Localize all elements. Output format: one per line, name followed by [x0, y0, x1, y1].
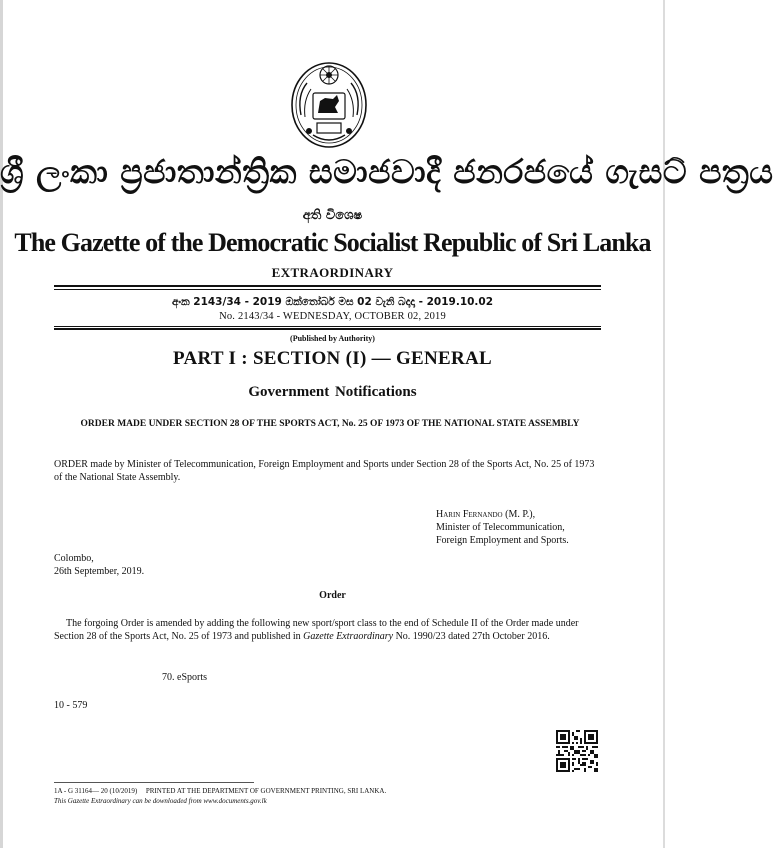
- place: Colombo,: [54, 553, 94, 564]
- header-rule-bottom-thin: [54, 326, 601, 327]
- new-sport-item: 70. eSports: [162, 672, 207, 683]
- signatory-name: Harin Fernando: [436, 509, 503, 520]
- header-rule-top-thin: [54, 289, 601, 290]
- signatory-name-line: [436, 508, 606, 521]
- issue-line-english: No. 2143/34 - WEDNESDAY, OCTOBER 02, 2019: [219, 311, 446, 322]
- page-edge-left: [0, 0, 3, 848]
- part-heading: PART I : SECTION (I) — GENERAL: [172, 348, 493, 369]
- section-heading: Government Notifications: [248, 384, 417, 400]
- gazette-title-sinhala: ශ්‍රී ලංකා ප්‍රජාතාන්ත්‍රික සමාජවාදී ජනරජයේ ගැසට් පත්‍රය: [0, 152, 773, 191]
- place-date-block: [54, 552, 602, 578]
- footer-printed: PRINTED AT THE DEPARTMENT OF GOVERNMENT PRINTING, SRI LANKA.: [145, 787, 387, 795]
- extraordinary-label: EXTRAORDINARY: [271, 265, 394, 280]
- signatory-title-1: Minister of Telecommunication,: [436, 522, 565, 533]
- order-body-text-1: The forgoing Order is amended by adding the following new sport/sport class to the end of Schedule II of the Order made under Section 28 of the Sports Act, No. 25 of 1973 and published in: [54, 618, 579, 642]
- sri-lanka-emblem: [289, 55, 369, 149]
- order-label: Order: [319, 590, 346, 601]
- gazette-title-english: The Gazette of the Democratic Socialist Republic of Sri Lanka: [14, 228, 651, 257]
- signatory-suffix: (M. P.),: [502, 509, 536, 520]
- order-body-paragraph: [54, 617, 602, 643]
- page-edge-right: [663, 0, 665, 848]
- order-body-gazette-italic: Gazette Extraordinary: [303, 631, 394, 642]
- published-by-authority: (Published by Authority): [290, 334, 375, 343]
- header-rule-top: [54, 285, 601, 287]
- footer-code: 1A - G 31164— 20 (10/2019): [54, 787, 138, 795]
- qr-code: [556, 730, 598, 772]
- footer-rule: [54, 782, 254, 783]
- date: 26th September, 2019.: [54, 566, 145, 577]
- signatory-title-2: Foreign Employment and Sports.: [436, 535, 569, 546]
- order-body-text-2: No. 1990/23 dated 27th October 2016.: [393, 631, 550, 642]
- extraordinary-label-sinhala: අති විශෙෂ: [302, 208, 363, 223]
- signatory-block: [436, 508, 606, 547]
- order-heading: ORDER MADE UNDER SECTION 28 OF THE SPORTS ACT, No. 25 OF 1973 OF THE NATIONAL STATE ASSEMBLY: [80, 419, 580, 429]
- footer-print-line: [54, 787, 386, 795]
- issue-line-sinhala: අංක 2143/34 - 2019 ඔක්තෝබර් මස 02 වැනි බදාදා - 2019.10.02: [171, 296, 494, 308]
- header-rule-bottom: [54, 328, 601, 330]
- reference-number: 10 - 579: [54, 700, 88, 711]
- intro-paragraph: ORDER made by Minister of Telecommunication, Foreign Employment and Sports under Section 28 of the Sports Act, No. 25 of 1973 of the National State Assembly.: [54, 459, 595, 483]
- footer-download-line: This Gazette Extraordinary can be downloaded from www.documents.gov.lk: [54, 797, 267, 805]
